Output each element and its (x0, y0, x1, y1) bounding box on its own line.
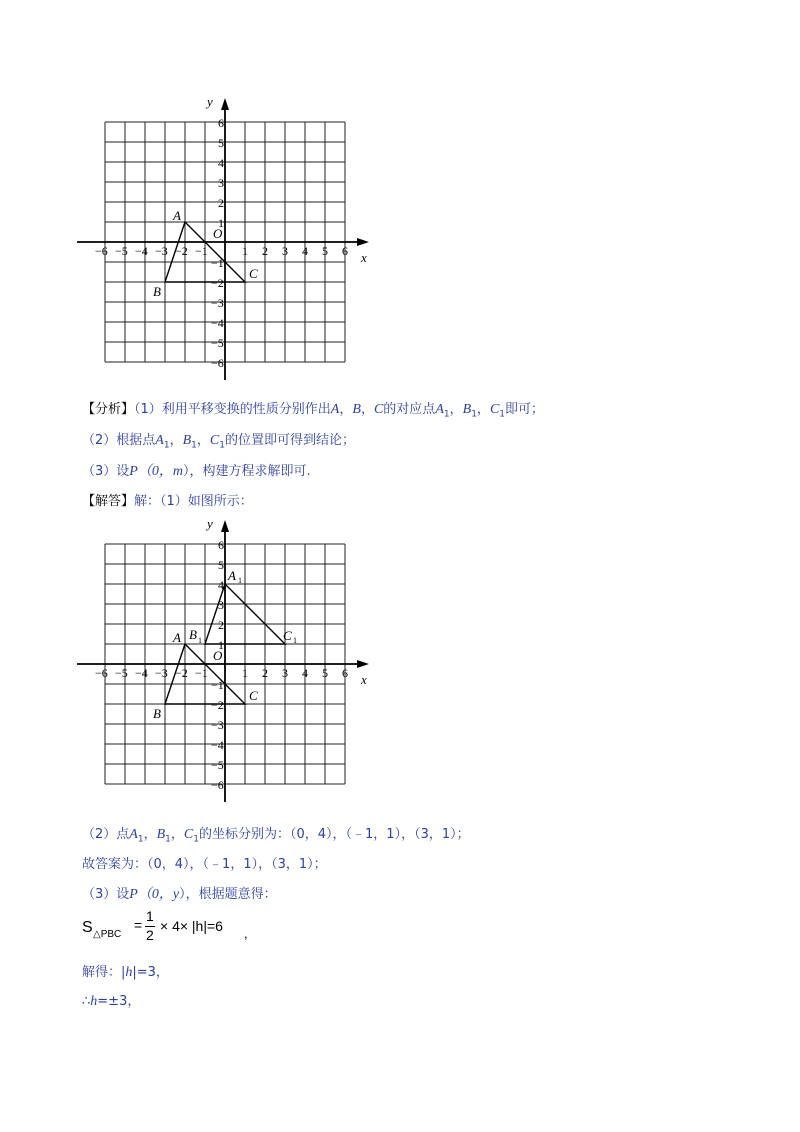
x-axis-arrow (357, 238, 369, 246)
y-tick-label: −6 (211, 778, 224, 792)
coordinate-grid-2 (0, 515, 800, 815)
coordinate-grid-1 (0, 0, 800, 390)
therefore-line: ∴h=±3， (82, 994, 141, 1009)
x-tick-label: −4 (135, 666, 148, 680)
x-tick-label: 5 (322, 666, 328, 680)
point-label-b: B (153, 284, 161, 299)
point-label-a: A (173, 630, 181, 645)
x-tick-label: −6 (95, 244, 108, 258)
x-tick-label: −1 (195, 244, 208, 258)
y-tick-label: −5 (211, 758, 224, 772)
point-label-c: C (249, 688, 258, 703)
x-tick-label: 6 (342, 244, 348, 258)
x-tick-label: −6 (95, 666, 108, 680)
y-tick-label: −2 (211, 698, 224, 712)
x-tick-label: −2 (175, 244, 188, 258)
part2-line: （2）点$A_1$，$B_1$，$C_1$的坐标分别为：（0，4），（﹣1，1），（3，1）； (82, 827, 470, 845)
point-label-c1-sub: 1 (293, 636, 297, 645)
y-tick-label: 4 (218, 156, 224, 170)
x-tick-label: −4 (135, 244, 148, 258)
y-tick-label: 3 (218, 176, 224, 190)
solution-tag: 【解答】 (82, 494, 135, 509)
x-tick-label: 1 (242, 666, 248, 680)
x-tick-label: −5 (115, 666, 128, 680)
x-tick-label: −3 (155, 666, 168, 680)
x-axis-arrow (357, 660, 369, 668)
y-tick-label: 6 (218, 116, 224, 130)
y-tick-label: 5 (218, 558, 224, 572)
x-tick-label: 3 (282, 666, 288, 680)
analysis-tag: 【分析】 (82, 402, 135, 417)
y-tick-label: −3 (211, 718, 224, 732)
y-tick-label: 2 (218, 196, 224, 210)
x-tick-label: 1 (242, 244, 248, 258)
x-axis-label: x (361, 250, 367, 265)
x-tick-label: 3 (282, 244, 288, 258)
x-tick-label: −3 (155, 244, 168, 258)
y-tick-label: 5 (218, 136, 224, 150)
point-label-a1: A (228, 568, 236, 583)
point-label-c: C (249, 266, 258, 281)
analysis-line-2: （2）根据点$A_1$，$B_1$，$C_1$的位置即可得到结论； (82, 433, 355, 451)
y-tick-label: −1 (211, 256, 224, 270)
x-tick-label: −1 (195, 666, 208, 680)
part2-answer: 故答案为：（0，4），（﹣1，1），（3，1）； (82, 857, 327, 872)
x-tick-label: 4 (302, 244, 308, 258)
y-axis-arrow (221, 98, 229, 110)
y-axis-label: y (207, 94, 213, 109)
solve-line: 解得：|h|=3， (82, 965, 169, 980)
point-label-b: B (153, 706, 161, 721)
analysis-line-3: （3）设P（0，m），构建方程求解即可. (82, 464, 311, 479)
y-tick-label: 6 (218, 538, 224, 552)
y-tick-label: −2 (211, 276, 224, 290)
point-label-b1-sub: 1 (198, 636, 202, 645)
y-tick-label: 1 (218, 216, 224, 230)
x-tick-label: 5 (322, 244, 328, 258)
x-axis-label: x (361, 672, 367, 687)
y-tick-label: 1 (218, 638, 224, 652)
x-tick-label: −5 (115, 244, 128, 258)
y-tick-label: −4 (211, 738, 224, 752)
y-tick-label: −3 (211, 296, 224, 310)
y-tick-label: −6 (211, 356, 224, 370)
x-tick-label: 4 (302, 666, 308, 680)
y-tick-label: 3 (218, 598, 224, 612)
x-tick-label: 2 (262, 666, 268, 680)
y-axis-label: y (207, 516, 213, 531)
analysis-line-1: 【分析】（1）利用平移变换的性质分别作出A，B，C的对应点$A_1$，$B_1$，$C_1$即可； (82, 402, 545, 420)
point-label-a: A (173, 208, 181, 223)
origin-label: O (213, 226, 223, 241)
part3-line: （3）设P（0，y），根据题意得： (82, 887, 277, 902)
y-tick-label: −4 (211, 316, 224, 330)
y-tick-label: 4 (218, 578, 224, 592)
y-tick-label: 2 (218, 618, 224, 632)
point-label-c1: C (283, 628, 292, 643)
point-label-a1-sub: 1 (238, 576, 242, 585)
origin-label: O (213, 648, 223, 663)
x-tick-label: 6 (342, 666, 348, 680)
x-tick-label: −2 (175, 666, 188, 680)
x-tick-label: 2 (262, 244, 268, 258)
solution-intro: 【解答】解：（1）如图所示： (82, 494, 253, 509)
y-tick-label: −1 (211, 678, 224, 692)
point-label-b1: B (189, 627, 197, 642)
y-axis-arrow (221, 520, 229, 532)
y-tick-label: −5 (211, 336, 224, 350)
